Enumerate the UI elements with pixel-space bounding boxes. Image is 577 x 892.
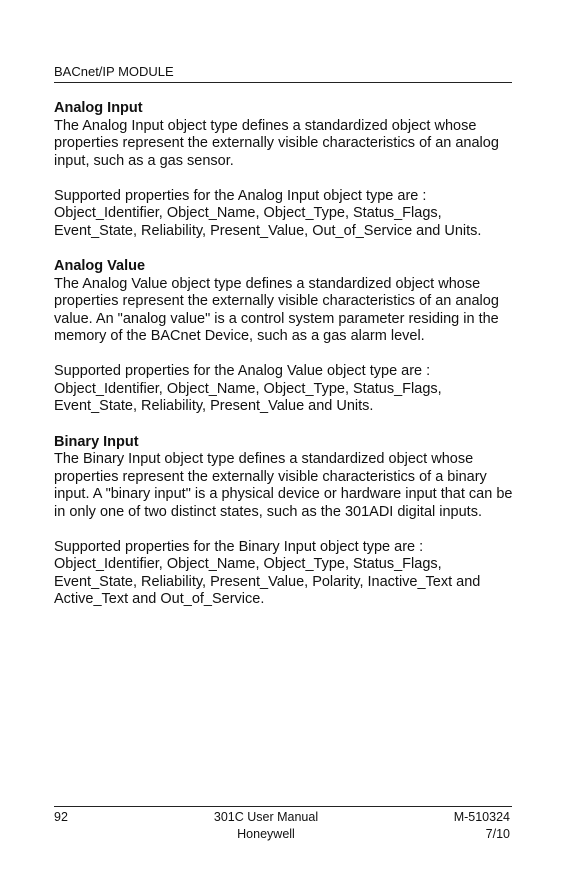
manual-title: 301C User Manual [213, 810, 319, 824]
doc-number: M-510324 [453, 810, 510, 824]
section-heading: Analog Value [54, 258, 146, 274]
footer-center [170, 809, 362, 843]
section-analog-value [54, 258, 516, 416]
running-header [54, 64, 512, 83]
section-paragraph: The Binary Input object type defines a standardized object whose properties represent the externally visible characteristics of a binary input. A "binary input" is a physical device or hardware input that can be in only one of two distinct states, such as the 301ADI digital inputs. [54, 451, 513, 520]
footer-divider [54, 806, 512, 807]
section-paragraph: Supported properties for the Analog Value object type are : Object_Identifier, Object_Name, Object_Type, Status_Flags, Event_State, Reliability, Present_Value and Units. [54, 363, 442, 414]
section-paragraph: Supported properties for the Binary Input object type are : Object_Identifier, Object_Name, Object_Type, Status_Flags, Event_State, Reliability, Present_Value, Polarity, Inactive_Text and Active_Text and Out_of_Service. [54, 538, 481, 607]
section-heading: Binary Input [54, 433, 139, 450]
section-paragraph: Supported properties for the Analog Input object type are : Object_Identifier, Object_Name, Object_Type, Status_Flags, Event_State, Reliability, Present_Value, Out_of_Service and Units. [54, 187, 482, 239]
section-paragraph: The Analog Value object type defines a standardized object whose properties represent the externally visible characteristics of an analog value. An "analog value" is a control system parameter residing in the memory of the BACnet Device, such as a gas alarm level. [54, 275, 499, 344]
footer-page-number [54, 809, 68, 826]
section-heading: Analog Input [54, 100, 143, 116]
footer-right [400, 809, 510, 843]
page-content [54, 100, 516, 627]
section-binary-input [54, 434, 516, 609]
header-title: BACnet/IP MODULE [54, 64, 174, 79]
section-paragraph: The Analog Input object type defines a standardized object whose properties represent the externally visible characteristics of an analog input, such as a gas sensor. [54, 117, 499, 169]
section-analog-input [54, 100, 516, 240]
doc-date: 7/10 [485, 827, 510, 841]
company-name: Honeywell [237, 827, 295, 841]
page-number: 92 [54, 810, 68, 824]
